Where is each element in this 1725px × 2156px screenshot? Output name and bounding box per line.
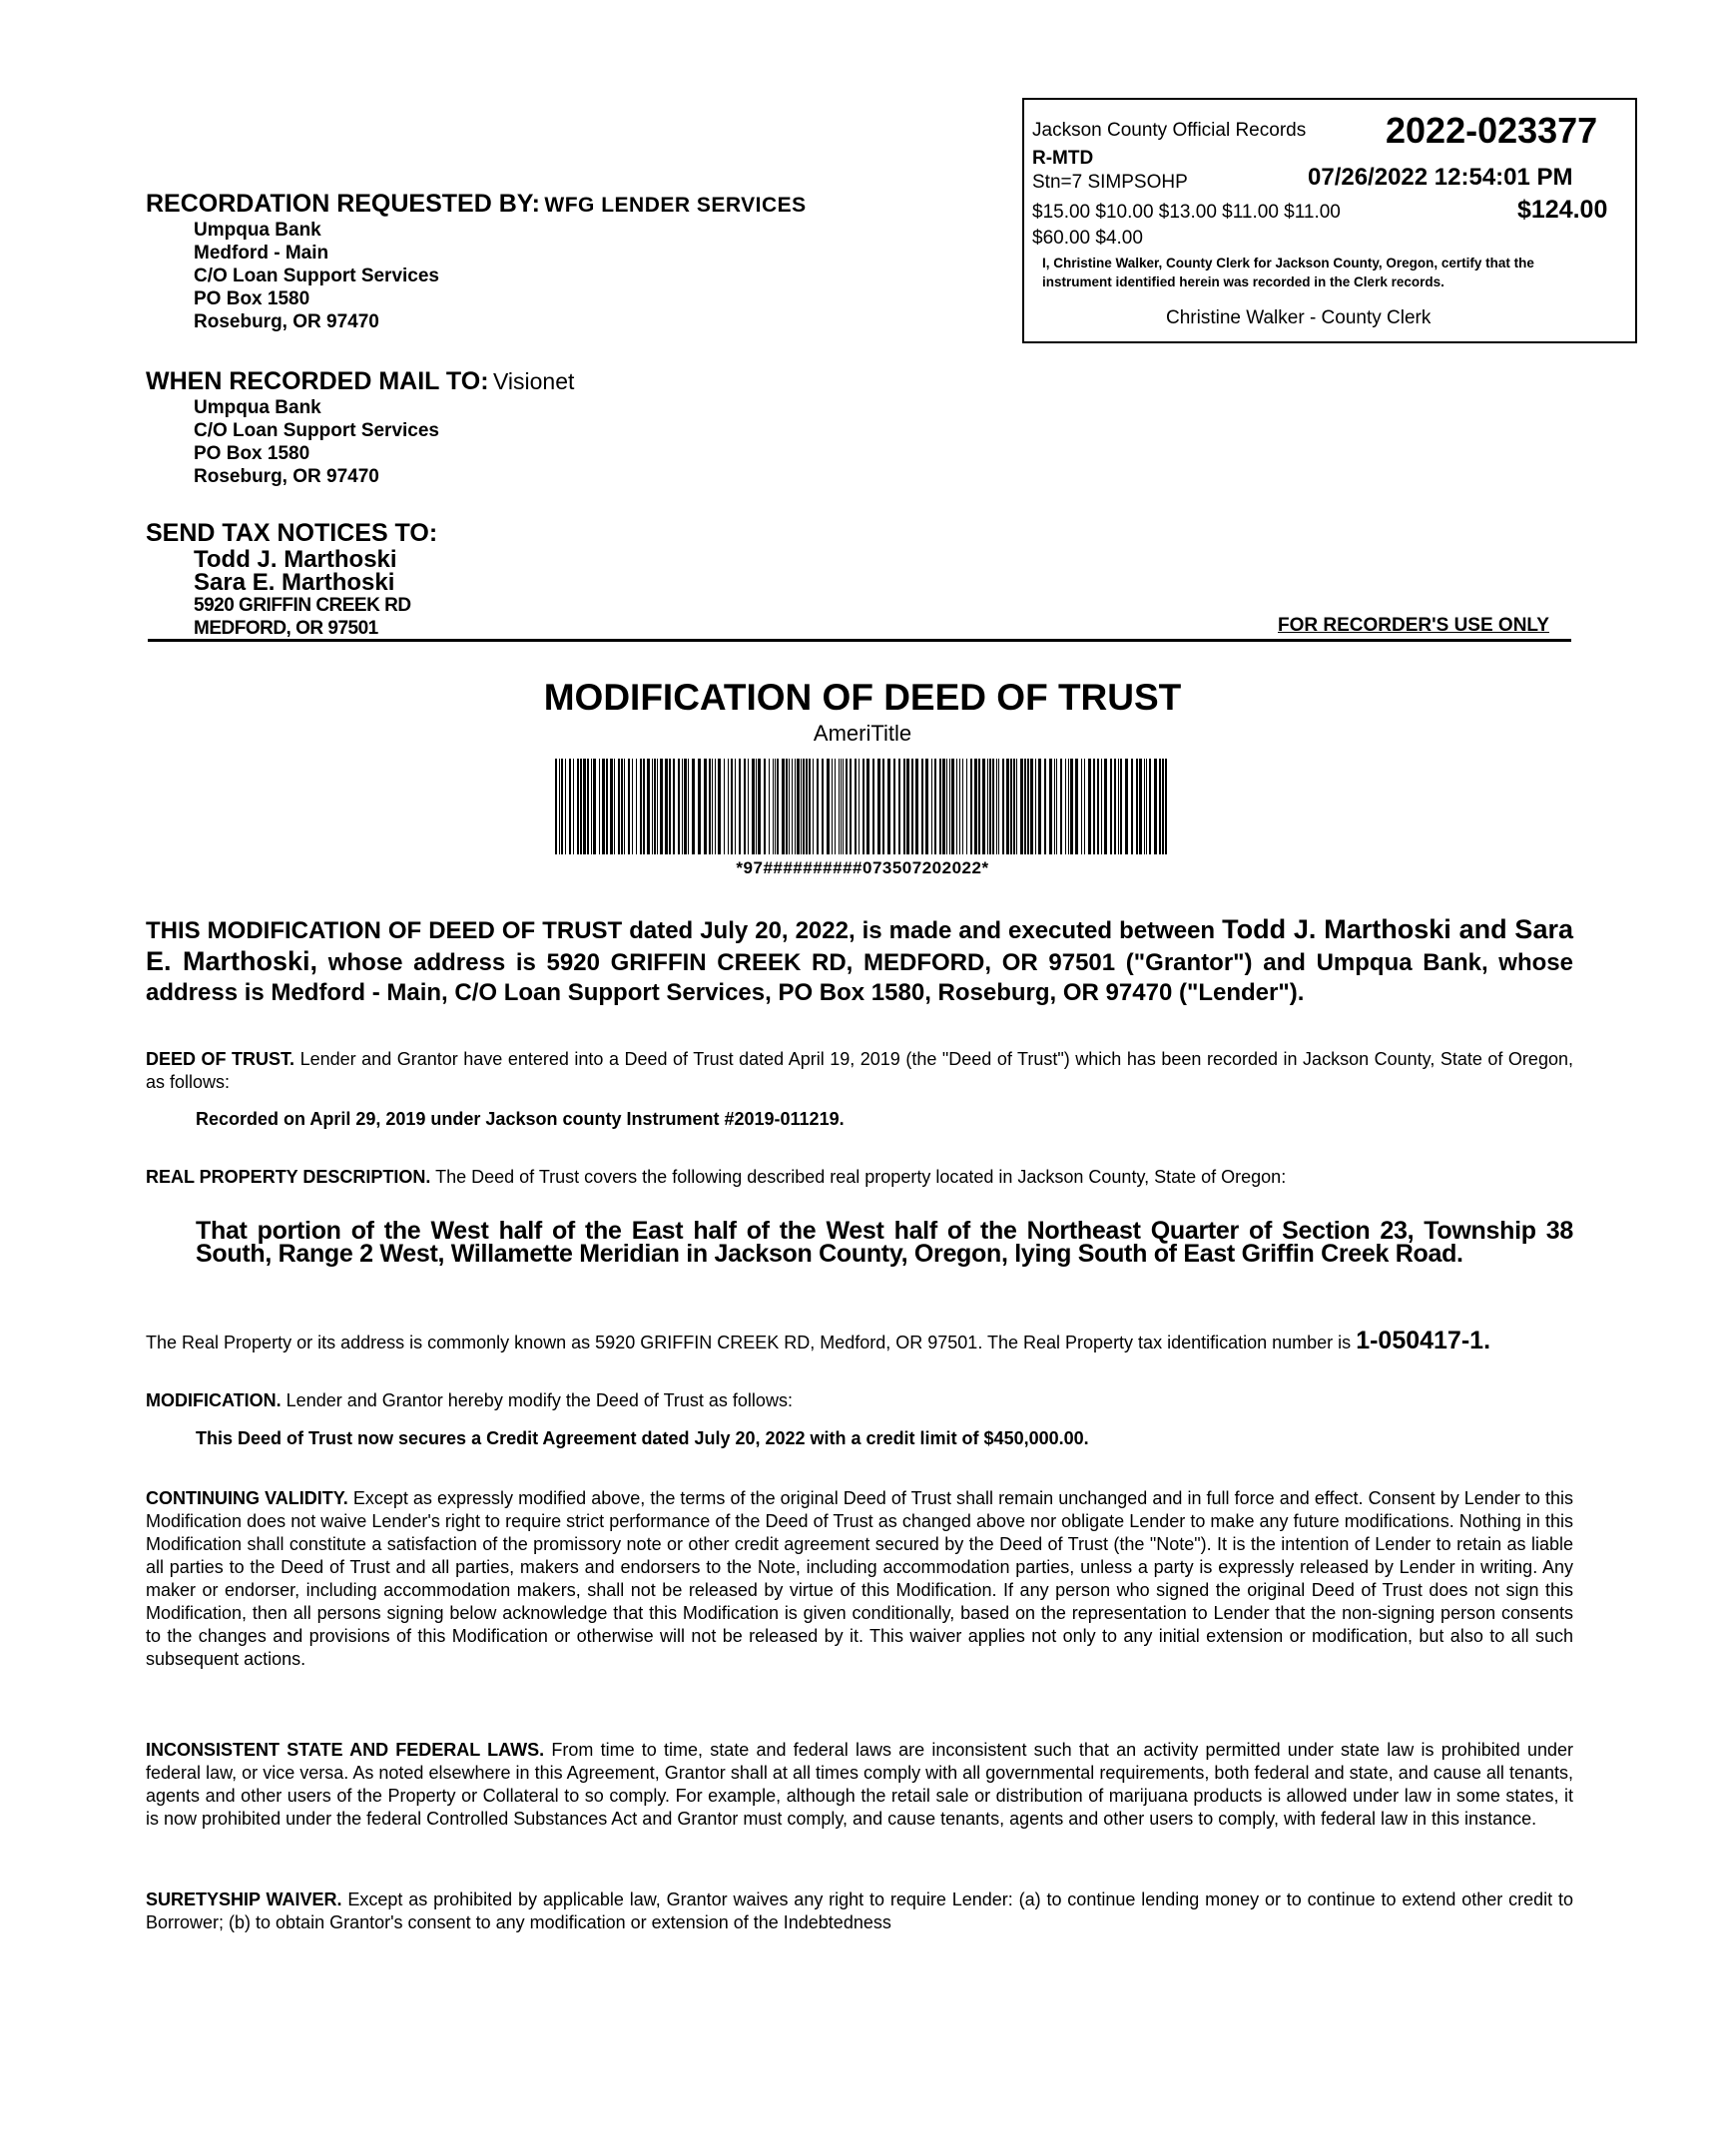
address-line: Medford - Main: [194, 243, 329, 264]
stamp-doc-number: 2022-023377: [1386, 110, 1598, 151]
intro-lead: THIS MODIFICATION OF DEED OF TRUST dated July 20, 2022, is made and executed between: [146, 917, 1216, 944]
stamp-datetime: 07/26/2022 12:54:01 PM: [1308, 164, 1573, 191]
address-line: Roseburg, OR 97470: [194, 311, 379, 332]
address-line: Roseburg, OR 97470: [194, 466, 379, 487]
stamp-fees-1: $15.00 $10.00 $13.00 $11.00 $11.00: [1032, 202, 1341, 223]
tax-notices-address: [194, 594, 437, 640]
address-line: PO Box 1580: [194, 443, 310, 464]
validity-paragraph: [146, 1487, 1573, 1671]
tax-notices-names: [194, 548, 437, 594]
property-address-paragraph: [146, 1327, 1573, 1354]
mail-to-by: Visionet: [492, 368, 575, 394]
recording-stamp: [1022, 98, 1637, 343]
address-line: C/O Loan Support Services: [194, 266, 439, 286]
barcode-text: *97##########073507202022*: [736, 858, 989, 877]
mail-to-label: WHEN RECORDED MAIL TO:: [146, 367, 489, 395]
deed-heading: DEED OF TRUST.: [146, 1049, 295, 1069]
property-paragraph: [146, 1166, 1573, 1189]
recordation-block: [146, 190, 807, 333]
recordation-by: WFG LENDER SERVICES: [544, 194, 807, 217]
recordation-label: RECORDATION REQUESTED BY:: [146, 190, 540, 218]
stamp-office: Jackson County Official Records: [1032, 120, 1307, 141]
address-line: MEDFORD, OR 97501: [194, 618, 378, 639]
legal-description: That portion of the West half of the East half of the West half of the Northeast Quarter of Section 23, Township 38 South, Range 2 West, Willamette Meridian in Jackson County, Oregon, lying South of East Griffin Creek Road.: [196, 1217, 1573, 1268]
recordation-address: [194, 219, 807, 333]
modification-paragraph: [146, 1389, 1573, 1412]
deed-paragraph: [146, 1048, 1573, 1094]
modification-detail: This Deed of Trust now secures a Credit Agreement dated July 20, 2022 with a credit limit of $450,000.00.: [196, 1428, 1089, 1448]
laws-text: From time to time, state and federal laws are inconsistent such that an activity permitted under state law is prohibited under federal law, or vice versa. As noted elsewhere in this Agreement, Grantor shall at all times comply with all governmental requirements, both federal and state, and cause all tenants, agents and other users of the Property or Collateral to so comply. For example, although the retail sale or distribution of marijuana products is allowed under law in some states, it is now prohibited under the federal Controlled Substances Act and Grantor must comply, and cause tenants, agents and other users to comply, with federal law in this instance.: [146, 1740, 1573, 1829]
modification-text: Lender and Grantor hereby modify the Deed of Trust as follows:: [286, 1390, 793, 1410]
stamp-clerk: Christine Walker - County Clerk: [1166, 307, 1432, 328]
address-line: Umpqua Bank: [194, 220, 321, 241]
stamp-type: R-MTD: [1032, 148, 1094, 169]
name-line: Todd J. Marthoski: [194, 546, 397, 573]
modification-heading: MODIFICATION.: [146, 1390, 282, 1410]
laws-heading: INCONSISTENT STATE AND FEDERAL LAWS.: [146, 1740, 545, 1760]
stamp-station: Stn=7 SIMPSOHP: [1032, 172, 1188, 193]
document-subtitle: AmeriTitle: [813, 721, 912, 746]
tax-notices-label: SEND TAX NOTICES TO:: [146, 519, 438, 547]
stamp-certify: I, Christine Walker, County Clerk for Jackson County, Oregon, certify that the instrument identified herein was recorded in the Clerk records.: [1042, 256, 1534, 289]
surety-paragraph: [146, 1888, 1573, 1934]
validity-text: Except as expressly modified above, the terms of the original Deed of Trust shall remain unchanged and in full force and effect. Consent by Lender to this Modification does not waive Lender's right to require strict performance of the Deed of Trust as changed above nor obligate Lender to make any future modifications. Nothing in this Modification shall constitute a satisfaction of the promissory note or other credit agreement secured by the Deed of Trust (the "Note"). It is the intention of Lender to retain as liable all parties to the Deed of Trust and all parties, makers and endorsers to the Note, including accommodation parties, unless a party is expressly released by Lender in writing. Any maker or endorser, including accommodation makers, shall not be released by virtue of this Modification. If any person who signed the original Deed of Trust does not sign this Modification, then all persons signing below acknowledge that this Modification is given conditionally, based on the representation to Lender that the non-signing person consents to the changes and provisions of this Modification or otherwise will not be released by it. This waiver applies not only to any initial extension or modification, but also to all such subsequent actions.: [146, 1488, 1573, 1669]
surety-heading: SURETYSHIP WAIVER.: [146, 1889, 342, 1909]
name-line: Sara E. Marthoski: [194, 569, 395, 596]
property-heading: REAL PROPERTY DESCRIPTION.: [146, 1167, 431, 1187]
barcode: [555, 759, 1172, 854]
intro-names: Todd J. Marthoski and Sara E. Marthoski,: [146, 914, 1573, 976]
mail-to-address: [194, 396, 574, 488]
property-address-text: The Real Property or its address is commonly known as 5920 GRIFFIN CREEK RD, Medford, OR 97501. The Real Property tax identification number is: [146, 1333, 1352, 1352]
address-line: Umpqua Bank: [194, 397, 321, 418]
stamp-fees-2: $60.00 $4.00: [1032, 228, 1143, 249]
surety-text: Except as prohibited by applicable law, Grantor waives any right to require Lender: (a) to continue lending money or to continue to extend other credit to Borrower; (b) to obtain Grantor's consent to any modification or extension of the Indebtedness: [146, 1889, 1573, 1932]
address-line: 5920 GRIFFIN CREEK RD: [194, 595, 411, 616]
intro-rest: whose address is 5920 GRIFFIN CREEK RD, MEDFORD, OR 97501 ("Grantor") and Umpqua Bank, whose address is Medford - Main, C/O Loan Support Services, PO Box 1580, Roseburg, OR 97470 ("Lender").: [146, 949, 1573, 1006]
intro-paragraph: [146, 914, 1573, 1008]
validity-heading: CONTINUING VALIDITY.: [146, 1488, 348, 1508]
document-title: MODIFICATION OF DEED OF TRUST: [543, 677, 1182, 718]
property-text: The Deed of Trust covers the following described real property located in Jackson County, State of Oregon:: [435, 1167, 1287, 1187]
header-divider: [148, 639, 1571, 642]
deed-text: Lender and Grantor have entered into a Deed of Trust dated April 19, 2019 (the "Deed of Trust") which has been recorded in Jackson County, State of Oregon, as follows:: [146, 1049, 1573, 1092]
recorder-use-label: FOR RECORDER'S USE ONLY: [1278, 615, 1549, 636]
mail-to-block: [146, 367, 574, 488]
stamp-total: $124.00: [1517, 196, 1608, 224]
tax-id: 1-050417-1.: [1356, 1327, 1491, 1354]
laws-paragraph: [146, 1739, 1573, 1831]
tax-notices-block: [146, 519, 437, 640]
deed-recorded: Recorded on April 29, 2019 under Jackson county Instrument #2019-011219.: [196, 1109, 845, 1129]
address-line: PO Box 1580: [194, 288, 310, 309]
address-line: C/O Loan Support Services: [194, 420, 439, 441]
